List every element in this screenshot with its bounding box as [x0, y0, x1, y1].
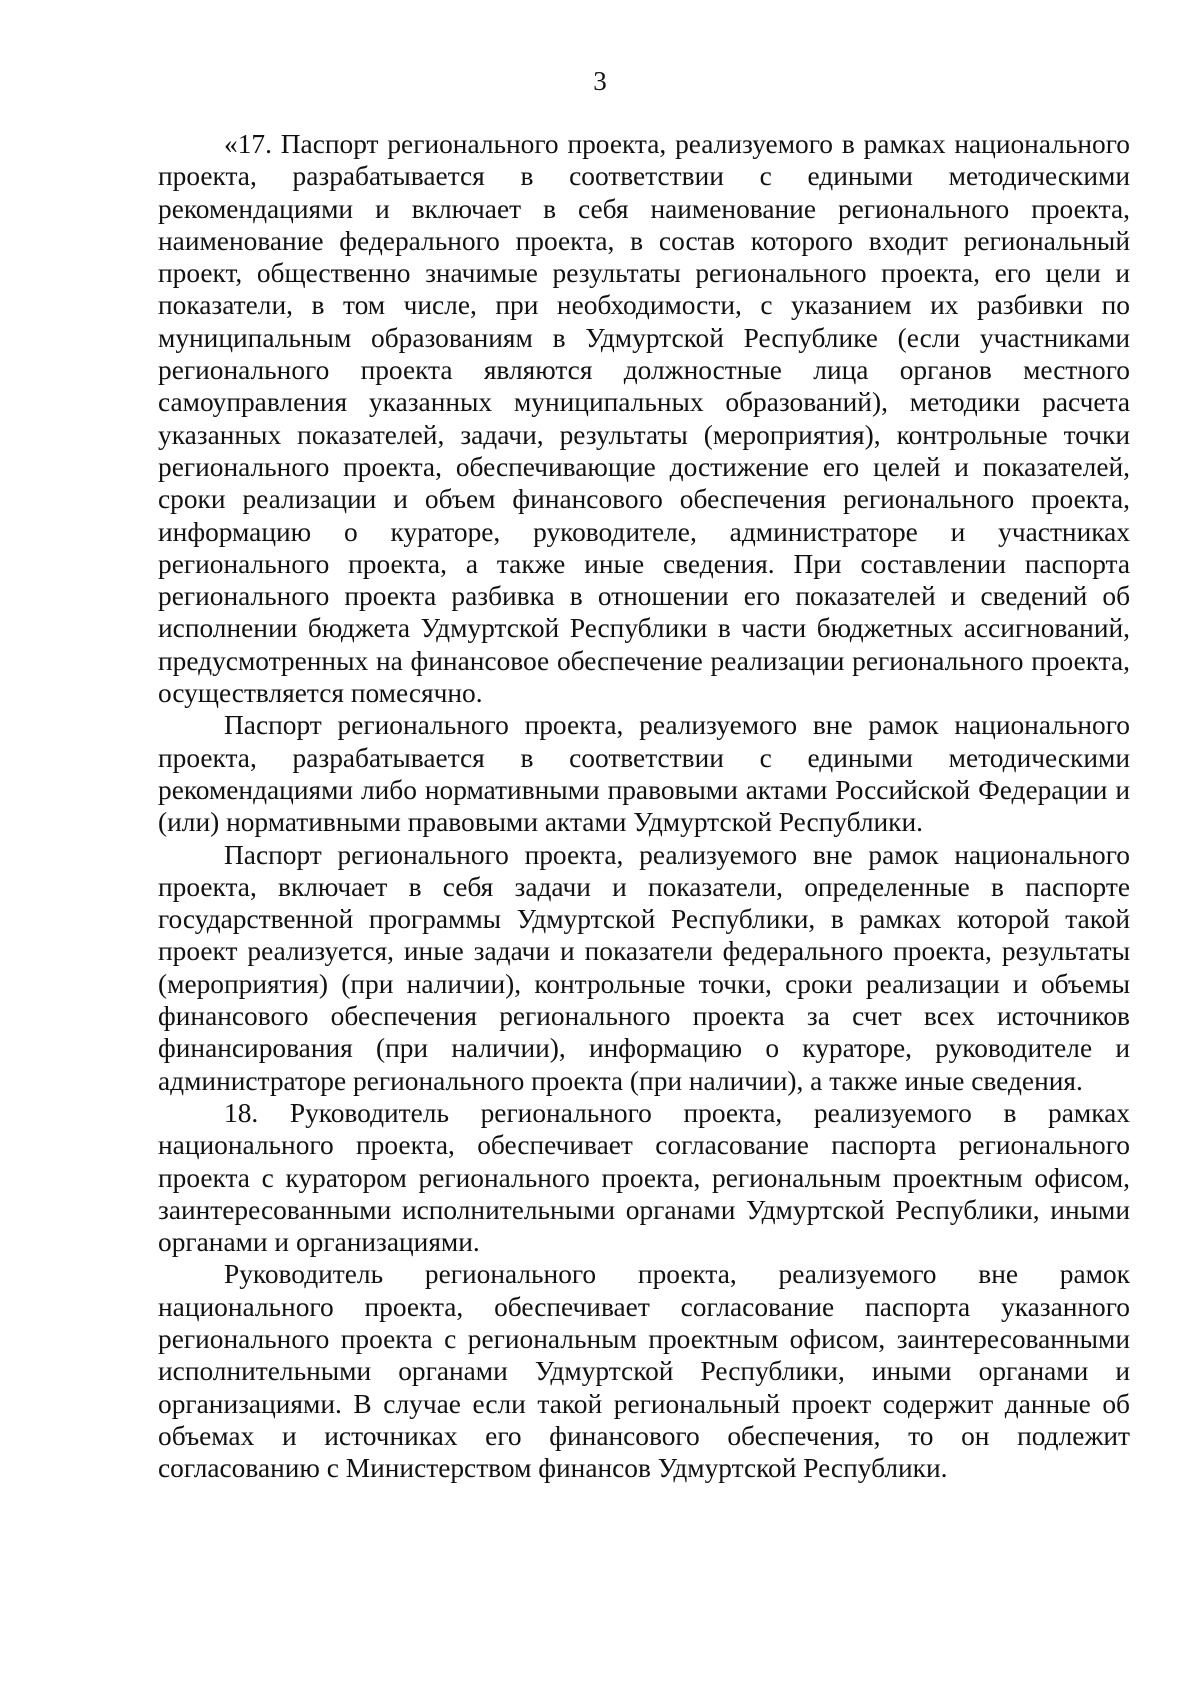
paragraph-passport-development: Паспорт регионального проекта, реализуемого вне рамок национального проекта, разрабатывается в соответствии с едиными методическими рекомендациями либо нормативными правовыми актами Российской Федерации и (или) нормативными правовыми актами Удмуртской Республики.: [158, 710, 1130, 838]
paragraph-18-approval: 18. Руководитель регионального проекта, реализуемого в рамках национального проекта, обеспечивает согласование паспорта регионального проекта с куратором регионального проекта, региональным проектным офисом, заинтересованными исполнительными органами Удмуртской Республики, иными органами и организациями.: [158, 1097, 1130, 1258]
page-number: 3: [593, 66, 607, 96]
document-body: [158, 128, 1130, 1484]
paragraph-passport-contents: Паспорт регионального проекта, реализуемого вне рамок национального проекта, включает в себя задачи и показатели, определенные в паспорте государственной программы Удмуртской Республики, в рамках которой такой проект реализуется, иные задачи и показатели федерального проекта, результаты (мероприятия) (при наличии), контрольные точки, сроки реализации и объемы финансового обеспечения регионального проекта за счет всех источников финансирования (при наличии), информацию о кураторе, руководителе и администраторе регионального проекта (при наличии), а также иные сведения.: [158, 839, 1130, 1096]
paragraph-approval-outside-national: Руководитель регионального проекта, реализуемого вне рамок национального проекта, обеспечивает согласование паспорта указанного регионального проекта с региональным проектным офисом, заинтересованными исполнительными органами Удмуртской Республики, иными органами и организациями. В случае если такой региональный проект содержит данные об объемах и источниках его финансового обеспечения, то он подлежит согласованию с Министерством финансов Удмуртской Республики.: [158, 1259, 1130, 1484]
paragraph-17-passport: «17. Паспорт регионального проекта, реализуемого в рамках национального проекта, разрабатывается в соответствии с едиными методическими рекомендациями и включает в себя наименование регионального проекта, наименование федерального проекта, в состав которого входит региональный проект, общественно значимые результаты регионального проекта, его цели и показатели, в том числе, при необходимости, с указанием их разбивки по муниципальным образованиям в Удмуртской Республике (если участниками регионального проекта являются должностные лица органов местного самоуправления указанных муниципальных образований), методики расчета указанных показателей, задачи, результаты (мероприятия), контрольные точки регионального проекта, обеспечивающие достижение его целей и показателей, сроки реализации и объем финансового обеспечения регионального проекта, информацию о кураторе, руководителе, администраторе и участниках регионального проекта, а также иные сведения. При составлении паспорта регионального проекта разбивка в отношении его показателей и сведений об исполнении бюджета Удмуртской Республики в части бюджетных ассигнований, предусмотренных на финансовое обеспечение реализации регионального проекта, осуществляется помесячно.: [158, 129, 1130, 709]
